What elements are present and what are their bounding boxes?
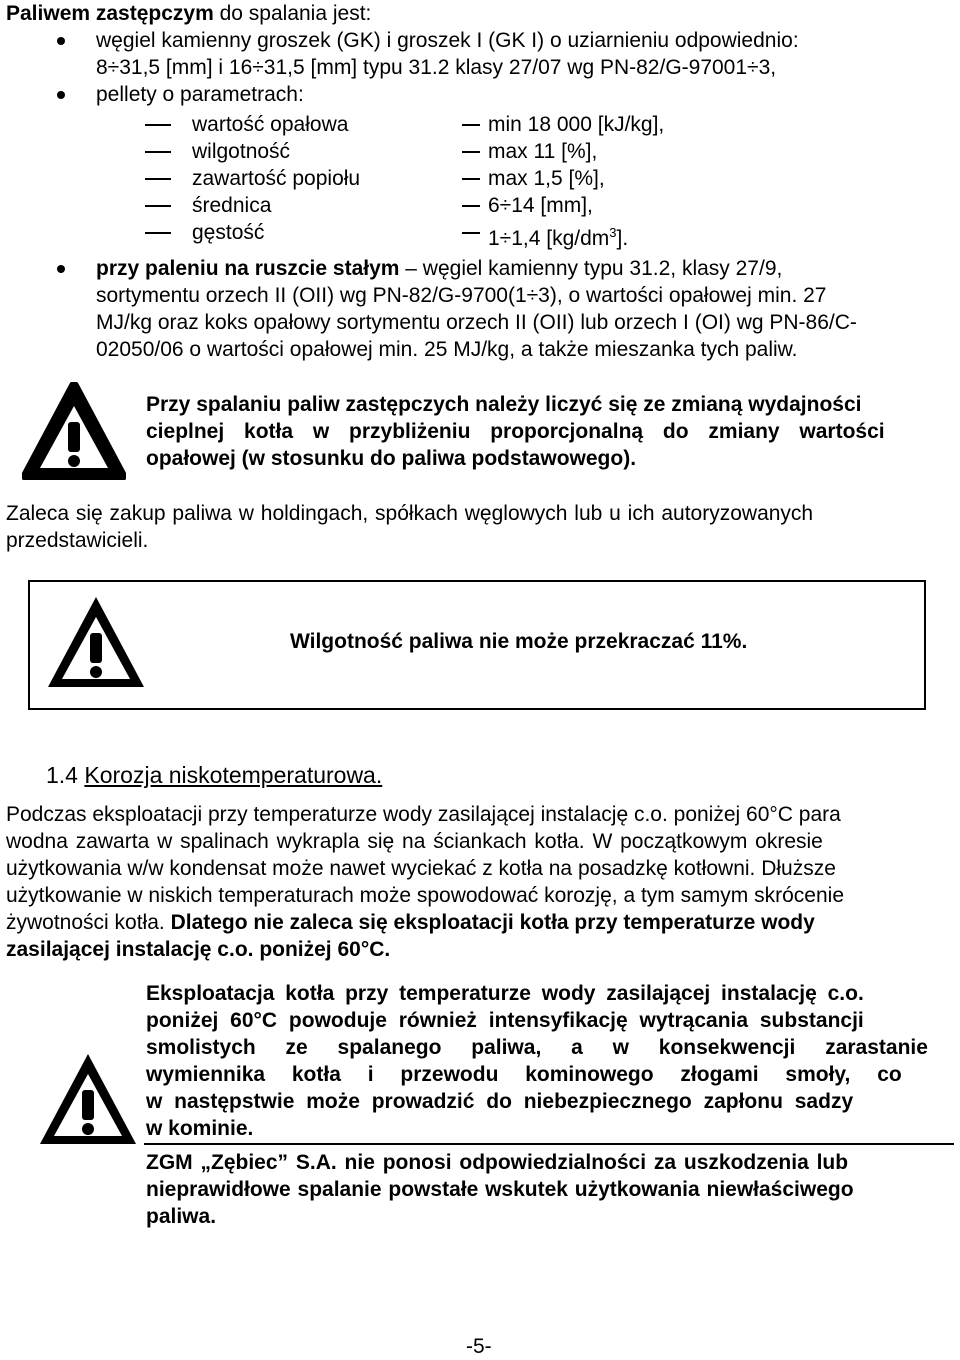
warning3-p1-line2: poniżej 60°C powoduje również intensyfikację wytrącania substancji <box>146 1009 864 1032</box>
grate-line4: 02050/06 o wartości opałowej min. 25 MJ/kg, a także mieszanka tych paliw. <box>96 338 798 361</box>
grate-line2: sortymentu orzech II (OII) wg PN-82/G-9700(1÷3), o wartości opałowej min. 27 <box>96 284 827 307</box>
bullet-dot <box>57 265 65 273</box>
value-dash <box>462 178 480 180</box>
warning3-divider <box>144 1143 954 1145</box>
intro-lead: Paliwem zastępczym <box>6 2 214 25</box>
param-name: zawartość popiołu <box>192 167 361 190</box>
purchase-line1: Zaleca się zakup paliwa w holdingach, spółkach węglowych lub u ich autoryzowanych <box>6 502 814 525</box>
warning3-p1-line3: smolistych ze spalanego paliwa, a w konsekwencji zarastanie <box>146 1036 928 1059</box>
warning1-line3: opałowej (w stosunku do paliwa podstawowego). <box>146 447 637 470</box>
corrosion-line5 <box>6 909 815 936</box>
warning3-p1-line1: Eksploatacja kotła przy temperaturze wody zasilającej instalację c.o. <box>146 982 864 1005</box>
value-dash <box>462 124 480 126</box>
purchase-line2: przedstawicieli. <box>6 529 149 552</box>
warning-icon <box>44 593 148 691</box>
density-tail: ]. <box>616 227 629 250</box>
bullet-1-line1: węgiel kamienny groszek (GK) i groszek I (GK I) o uziarnieniu odpowiednio: <box>96 29 799 52</box>
param-value <box>488 219 628 252</box>
corrosion-line2: wodna zawarta w spalinach wykrapla się na ściankach kotła. W początkowym okresie <box>6 830 823 853</box>
grate-line3: MJ/kg oraz koks opałowy sortymentu orzech II (OII) lub orzech I (OI) wg PN-86/C- <box>96 311 857 334</box>
warning3-p1-line5: w następstwie może prowadzić do niebezpiecznego zapłonu sadzy <box>146 1090 854 1113</box>
bullet-dot <box>57 91 65 99</box>
param-name: średnica <box>192 194 272 217</box>
param-name: wilgotność <box>192 140 291 163</box>
list-dash <box>145 232 171 234</box>
bullet-dot <box>57 37 65 45</box>
density-exponent: 3 <box>609 225 617 240</box>
bullet-2-line1: pellety o parametrach: <box>96 83 304 106</box>
param-value: max 11 [%], <box>488 140 598 163</box>
humidity-warning-text: Wilgotność paliwa nie może przekraczać 11%. <box>290 630 748 653</box>
warning3-p2-line3: paliwa. <box>146 1205 217 1228</box>
list-dash <box>145 151 171 153</box>
density-value: 1÷1,4 [kg/dm <box>488 227 610 250</box>
grate-line1 <box>96 255 950 282</box>
list-dash <box>145 124 171 126</box>
corrosion-line6: zasilającej instalację c.o. poniżej 60°C. <box>6 938 391 961</box>
grate-rest: – węgiel kamienny typu 31.2, klasy 27/9, <box>399 257 783 280</box>
warning3-p2-line2: nieprawidłowe spalanie powstałe wskutek użytkowania niewłaściwego <box>146 1178 854 1201</box>
list-dash <box>145 205 171 207</box>
warning3-p2-line1: ZGM „Zębiec” S.A. nie ponosi odpowiedzialności za uszkodzenia lub <box>146 1151 849 1174</box>
warning-icon <box>22 382 126 480</box>
section-number: 1.4 <box>46 762 78 788</box>
corrosion-line4: użytkowanie w niskich temperaturach może spowodować korozję, a tym samym skrócenie <box>6 884 845 907</box>
value-dash <box>462 232 480 234</box>
param-value: 6÷14 [mm], <box>488 194 593 217</box>
corrosion-line5-bold: Dlatego nie zaleca się eksploatacji kotła przy temperaturze wody <box>170 911 815 934</box>
list-dash <box>145 178 171 180</box>
bullet-1-line2: 8÷31,5 [mm] i 16÷31,5 [mm] typu 31.2 klasy 27/07 wg PN-82/G-97001÷3, <box>96 56 777 79</box>
warning3-p1-line6: w kominie. <box>146 1117 254 1140</box>
corrosion-line5-normal: żywotności kotła. <box>6 911 171 934</box>
section-heading <box>46 762 382 789</box>
corrosion-line1: Podczas eksploatacji przy temperaturze wody zasilającej instalację c.o. poniżej 60°C para <box>6 803 841 826</box>
param-value: min 18 000 [kJ/kg], <box>488 113 665 136</box>
page-number: -5- <box>466 1335 492 1358</box>
section-title: Korozja niskotemperaturowa. <box>84 762 383 788</box>
intro-line <box>6 0 371 27</box>
corrosion-line3: użytkowania w/w kondensat może nawet wyciekać z kotła na posadzkę kotłowni. Dłuższe <box>6 857 836 880</box>
intro-rest: do spalania jest: <box>213 2 372 25</box>
param-name: wartość opałowa <box>192 113 349 136</box>
warning1-line2: cieplnej kotła w przybliżeniu proporcjonalną do zmiany wartości <box>146 420 885 443</box>
grate-bold: przy paleniu na ruszcie stałym <box>96 257 400 280</box>
warning3-p1-line4: wymiennika kotła i przewodu kominowego złogami smoły, co <box>146 1063 902 1086</box>
value-dash <box>462 205 480 207</box>
warning-icon <box>36 1050 140 1148</box>
param-name: gęstość <box>192 221 265 244</box>
warning1-line1: Przy spalaniu paliw zastępczych należy liczyć się ze zmianą wydajności <box>146 393 862 416</box>
param-value: max 1,5 [%], <box>488 167 605 190</box>
value-dash <box>462 151 480 153</box>
